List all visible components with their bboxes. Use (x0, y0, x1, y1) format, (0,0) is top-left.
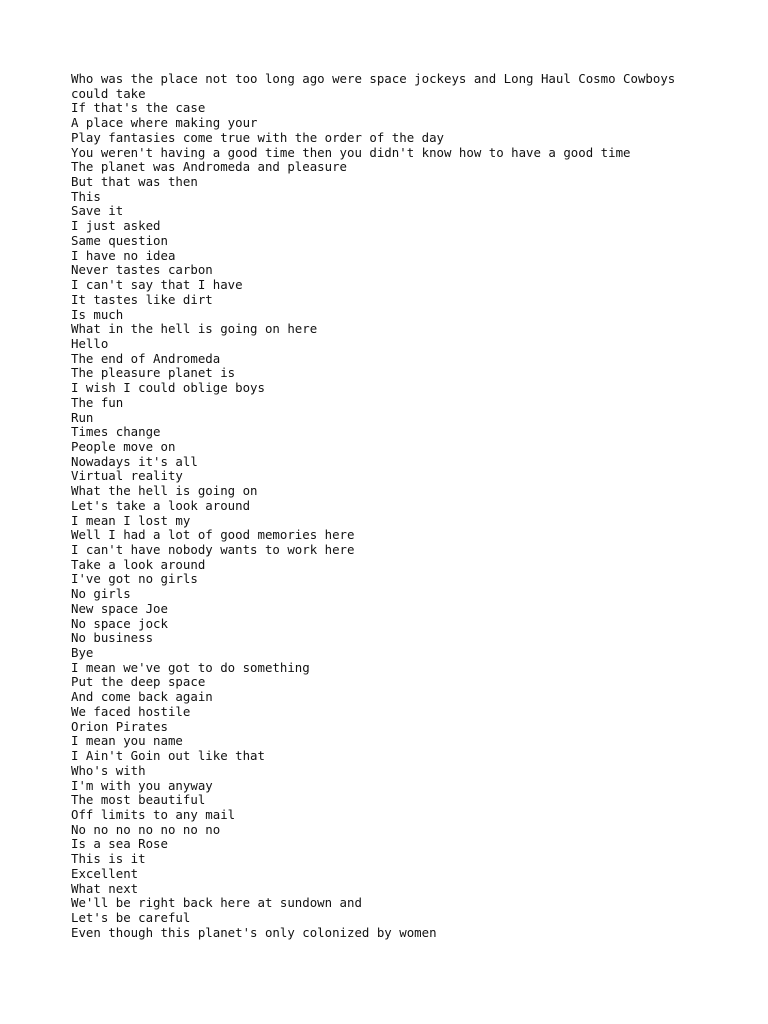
text-line: The planet was Andromeda and pleasure (71, 159, 348, 175)
text-line: I can't say that I have (71, 277, 243, 293)
text-line: Virtual reality (71, 468, 183, 484)
text-line: could take (71, 85, 146, 101)
text-line: Excellent (71, 865, 139, 881)
text-line: Who was the place not too long ago were space jockeys and Long Haul Cosmo Cowboys (71, 71, 676, 86)
text-line: The fun (71, 394, 124, 410)
text-line: This is it (71, 851, 146, 867)
text-line: Save it (71, 203, 124, 219)
text-line: What the hell is going on (71, 483, 258, 499)
text-line: What next (71, 880, 139, 896)
text-line: I'm with you anyway (71, 777, 213, 793)
text-line: The most beautiful (71, 792, 206, 808)
text-line: Hello (71, 335, 109, 351)
text-line: If that's the case (71, 100, 206, 116)
text-line: We'll be right back here at sundown and (71, 895, 362, 911)
text-line: I've got no girls (71, 571, 198, 587)
text-line: People move on (71, 438, 176, 454)
text-line: The pleasure planet is (71, 365, 236, 381)
text-line: Nowadays it's all (71, 453, 198, 469)
text-line: It tastes like dirt (71, 291, 213, 307)
text-line: I Ain't Goin out like that (71, 748, 265, 764)
text-line: Play fantasies come true with the order of the day (71, 129, 444, 145)
text-line: Never tastes carbon (71, 262, 213, 278)
text-line: Off limits to any mail (71, 806, 236, 822)
text-line: Put the deep space (71, 674, 206, 690)
text-line: Take a look around (71, 556, 206, 572)
text-line: But that was then (71, 174, 198, 190)
text-line: Is a sea Rose (71, 836, 168, 852)
text-line: Even though this planet's only colonized by women (71, 924, 437, 940)
text-line: I can't have nobody wants to work here (71, 542, 355, 557)
text-line: A place where making your (71, 115, 258, 131)
document-body (71, 72, 751, 940)
text-line: Who's with (71, 762, 146, 778)
text-line: We faced hostile (71, 703, 191, 719)
text-line: No business (71, 630, 154, 646)
text-line: I just asked (71, 218, 161, 234)
text-line: And come back again (71, 689, 213, 705)
text-line: Let's be careful (71, 909, 191, 925)
text-line: No girls (71, 586, 131, 602)
text-line: No space jock (71, 615, 168, 631)
text-line: New space Joe (71, 600, 168, 616)
text-line: Let's take a look around (71, 497, 251, 513)
text-line: Run (71, 409, 94, 425)
text-line: I mean we've got to do something (71, 659, 310, 675)
text-line: Orion Pirates (71, 718, 168, 734)
text-line: What in the hell is going on here (71, 321, 318, 337)
text-line: No no no no no no no (71, 821, 221, 837)
text-line: Times change (71, 424, 161, 440)
text-line: This (71, 188, 101, 204)
text-line: Is much (71, 306, 124, 322)
text-line: I have no idea (71, 247, 176, 263)
text-line: You weren't having a good time then you didn't know how to have a good time (71, 144, 631, 160)
text-line: Well I had a lot of good memories here (71, 527, 355, 543)
text-line: I mean you name (71, 733, 183, 749)
text-line: Same question (71, 232, 168, 248)
text-line: I mean I lost my (71, 512, 191, 528)
text-line: I wish I could oblige boys (71, 380, 265, 396)
text-line: The end of Andromeda (71, 350, 221, 366)
text-line: Bye (71, 645, 94, 661)
